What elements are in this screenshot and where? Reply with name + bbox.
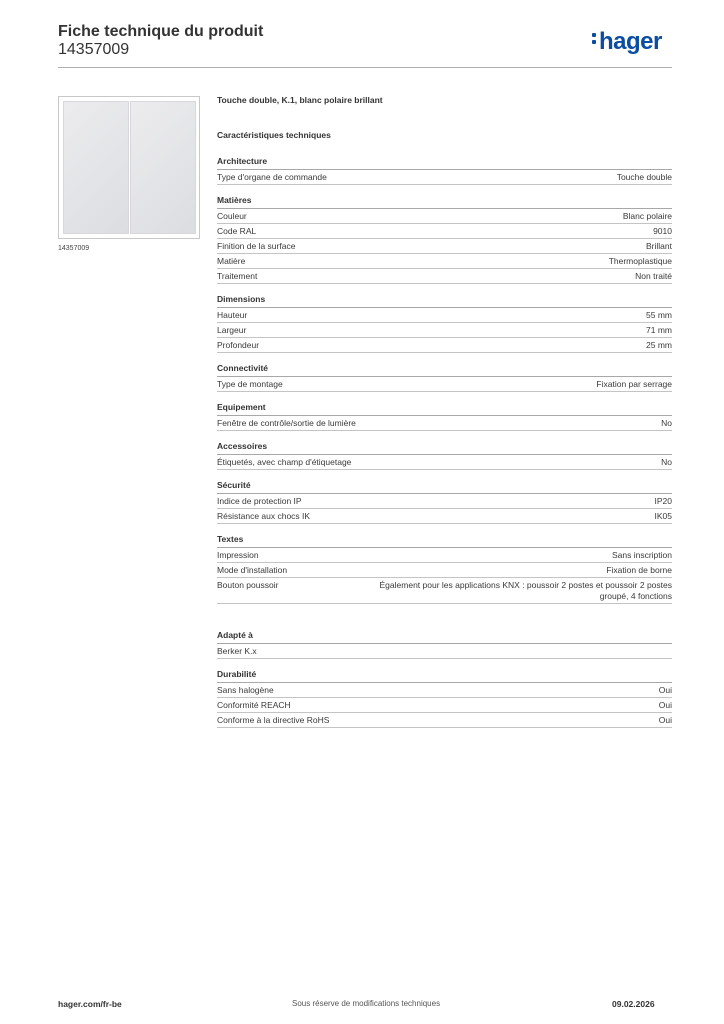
footer-date: 09.02.2026 bbox=[612, 999, 655, 1009]
spec-value: Oui bbox=[658, 714, 672, 725]
spec-row bbox=[217, 323, 672, 338]
spec-group bbox=[217, 294, 672, 353]
spec-row bbox=[217, 698, 672, 713]
product-reference: 14357009 bbox=[58, 41, 130, 58]
logo-dots-icon bbox=[592, 33, 597, 47]
spec-label: Type de montage bbox=[217, 378, 283, 389]
spec-row bbox=[217, 578, 672, 604]
spec-label: Traitement bbox=[217, 270, 258, 281]
spec-row bbox=[217, 494, 672, 509]
spec-row bbox=[217, 377, 672, 392]
spec-value: Oui bbox=[658, 699, 672, 710]
spec-group bbox=[217, 441, 672, 470]
spec-label: Code RAL bbox=[217, 225, 257, 236]
spec-value: 55 mm bbox=[646, 309, 672, 320]
spec-row bbox=[217, 254, 672, 269]
spec-label: Finition de la surface bbox=[217, 240, 296, 251]
spec-group bbox=[217, 534, 672, 604]
spec-row bbox=[217, 338, 672, 353]
spec-row bbox=[217, 269, 672, 284]
footer-disclaimer: Sous réserve de modifications techniques bbox=[292, 999, 441, 1008]
spec-label: Étiquetés, avec champ d'étiquetage bbox=[217, 456, 352, 467]
spec-label: Conformité REACH bbox=[217, 699, 291, 710]
spec-value: Non traité bbox=[635, 270, 672, 281]
spec-group-title: Adapté à bbox=[217, 630, 672, 644]
spec-value: 9010 bbox=[653, 225, 672, 236]
spec-row bbox=[217, 563, 672, 578]
spec-content bbox=[217, 95, 672, 728]
spec-label: Mode d'installation bbox=[217, 564, 288, 575]
spec-value: Sans inscription bbox=[611, 549, 672, 560]
spec-label: Type d'organe de commande bbox=[217, 171, 327, 182]
spec-row bbox=[217, 548, 672, 563]
header-divider bbox=[58, 67, 672, 68]
spec-row bbox=[217, 209, 672, 224]
spec-value: 25 mm bbox=[646, 339, 672, 350]
logo-text: hager bbox=[599, 28, 662, 55]
spec-label: Berker K.x bbox=[217, 645, 257, 656]
spec-label: Matière bbox=[217, 255, 246, 266]
spec-row bbox=[217, 713, 672, 728]
spec-group bbox=[217, 480, 672, 524]
spec-group-title: Sécurité bbox=[217, 480, 672, 494]
footer-website: hager.com/fr-be bbox=[58, 999, 122, 1009]
spec-label: Fenêtre de contrôle/sortie de lumière bbox=[217, 417, 356, 428]
spec-group-title: Durabilité bbox=[217, 669, 672, 683]
spec-row bbox=[217, 644, 672, 659]
spec-value: 71 mm bbox=[646, 324, 672, 335]
spec-value: No bbox=[661, 417, 672, 428]
spec-groups bbox=[217, 156, 672, 728]
spec-row bbox=[217, 224, 672, 239]
spec-label: Couleur bbox=[217, 210, 247, 221]
spec-label: Largeur bbox=[217, 324, 247, 335]
spec-group bbox=[217, 402, 672, 431]
spec-group bbox=[217, 363, 672, 392]
spec-group-title: Dimensions bbox=[217, 294, 672, 308]
spec-label: Bouton poussoir bbox=[217, 579, 279, 590]
spec-label: Profondeur bbox=[217, 339, 260, 350]
spec-group bbox=[217, 195, 672, 284]
image-caption: 14357009 bbox=[58, 245, 90, 252]
spec-group-title: Matières bbox=[217, 195, 672, 209]
document-title: Fiche technique du produit bbox=[58, 23, 264, 40]
spec-value: Brillant bbox=[646, 240, 672, 251]
spec-row bbox=[217, 170, 672, 185]
spec-label: Impression bbox=[217, 549, 259, 560]
spec-label: Conforme à la directive RoHS bbox=[217, 714, 330, 725]
spec-group-title: Textes bbox=[217, 534, 672, 548]
spec-value: IK05 bbox=[654, 510, 672, 521]
spec-value: Fixation de borne bbox=[606, 564, 672, 575]
spec-label: Résistance aux chocs IK bbox=[217, 510, 311, 521]
rocker-right-panel bbox=[130, 101, 196, 234]
spec-value: Fixation par serrage bbox=[596, 378, 672, 389]
spec-value: Oui bbox=[658, 684, 672, 695]
spec-value: Thermoplastique bbox=[608, 255, 672, 266]
spec-value: No bbox=[661, 456, 672, 467]
spec-label: Sans halogène bbox=[217, 684, 274, 695]
spec-value: Touche double bbox=[616, 171, 672, 182]
product-name: Touche double, K.1, blanc polaire brillant bbox=[217, 95, 383, 105]
spec-row bbox=[217, 683, 672, 698]
spec-value: Également pour les applications KNX : poussoir 2 postes et poussoir 2 postes groupé, 4 fonctions bbox=[379, 579, 672, 601]
spec-group bbox=[217, 630, 672, 659]
spec-row bbox=[217, 239, 672, 254]
spec-row bbox=[217, 416, 672, 431]
spec-row bbox=[217, 455, 672, 470]
spec-row bbox=[217, 509, 672, 524]
spec-group bbox=[217, 156, 672, 185]
spec-group-title: Connectivité bbox=[217, 363, 672, 377]
hager-logo bbox=[592, 29, 662, 55]
spec-row bbox=[217, 308, 672, 323]
spec-group-title: Equipement bbox=[217, 402, 672, 416]
rocker-left-panel bbox=[63, 101, 129, 234]
spec-label: Indice de protection IP bbox=[217, 495, 302, 506]
spec-value: Blanc polaire bbox=[622, 210, 672, 221]
spec-group-title: Accessoires bbox=[217, 441, 672, 455]
spec-group-title: Architecture bbox=[217, 156, 672, 170]
section-title: Caractéristiques techniques bbox=[217, 130, 331, 140]
spec-value: IP20 bbox=[654, 495, 672, 506]
spec-group bbox=[217, 669, 672, 728]
product-image bbox=[58, 96, 200, 239]
spec-label: Hauteur bbox=[217, 309, 248, 320]
